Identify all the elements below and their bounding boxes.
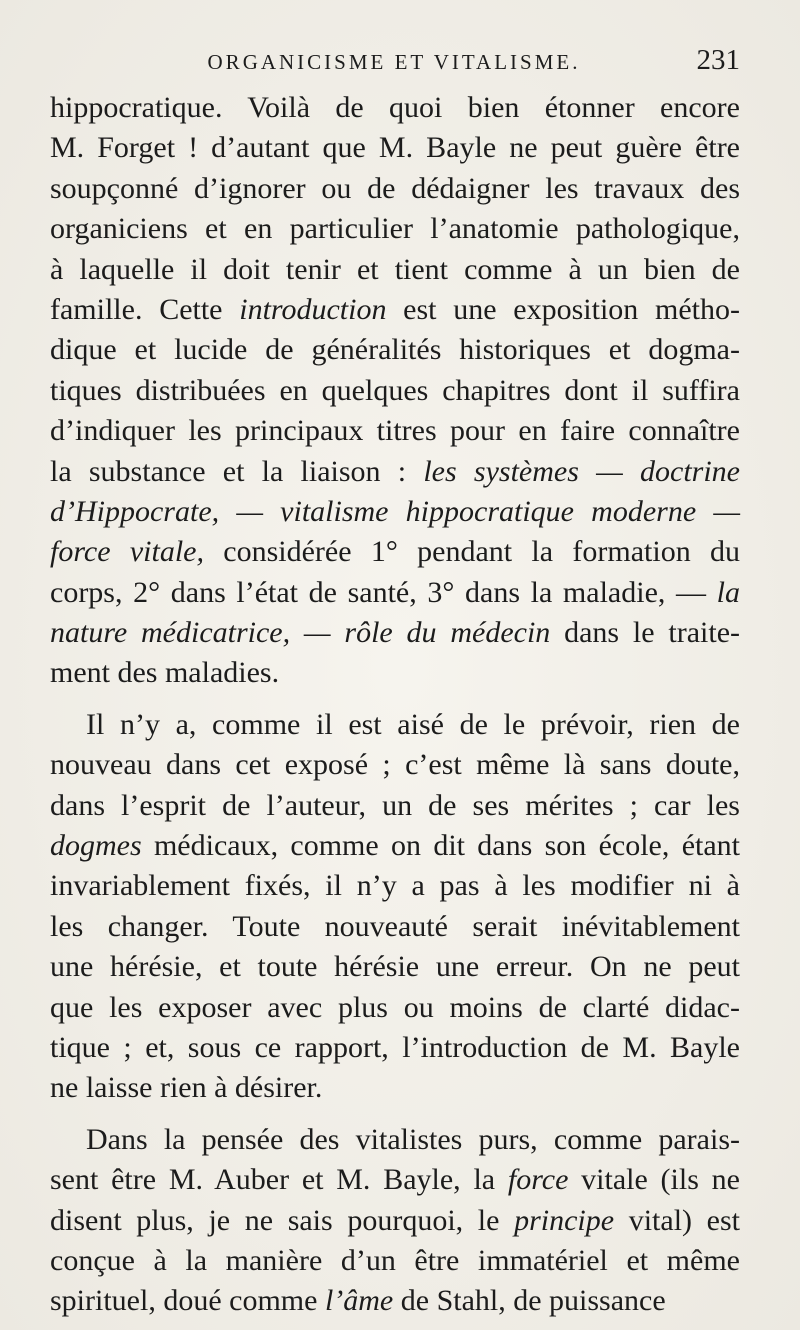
text-line [50,209,740,249]
text-line [50,290,740,330]
italic-text: force [507,1163,569,1197]
paragraph-gap [50,1109,740,1120]
paragraph-gap [50,694,740,705]
italic-text: dogmes [50,829,142,863]
text-line [50,573,740,613]
paragraph-p3 [50,1120,740,1322]
text-run: dans l’esprit de l’auteur, un de ses mérites ; car les [50,788,740,822]
text-line [50,88,740,128]
text-line [50,1028,740,1068]
italic-text: d’Hippocrate, — vitalisme hippocratique moderne — [50,494,740,528]
text-line [50,411,740,451]
text-line [50,250,740,290]
text-run: disent plus, je ne sais pourquoi, le [50,1203,515,1237]
text-run: vitale (ils ne [568,1163,740,1197]
text-run: soupçonné d’ignorer ou de dédaigner les travaux des [50,171,740,205]
text-run: dans le traite- [550,616,740,650]
text-line [50,1160,740,1200]
text-run: ment des maladies. [50,656,280,690]
text-line [50,866,740,906]
text-line [50,1068,740,1108]
text-line [50,532,740,572]
text-run: vital) est [614,1203,740,1237]
text-line [50,169,740,209]
text-run: la substance et la liaison : [50,454,424,488]
italic-text: la [716,575,740,609]
italic-text: force vitale, [50,535,204,569]
running-title: ORGANICISME ET VITALISME. [207,50,581,74]
text-run: tiques distribuées en quelques chapitres dont il suffira [50,373,740,407]
text-run: sent être M. Auber et M. Bayle, la [50,1163,508,1197]
text-line [50,371,740,411]
text-run: est une exposition métho- [386,292,740,326]
text-run: tique ; et, sous ce rapport, l’introduction de M. Bayle [50,1030,740,1064]
italic-text: l’âme [324,1284,394,1318]
text-run: hippocratique. Voilà de quoi bien étonner encore [50,91,740,124]
text-run: considérée 1° pendant la formation du [203,535,740,569]
running-header [48,44,740,84]
text-line [50,826,740,866]
text-run: de Stahl, de puissance [393,1284,666,1318]
text-run: que les exposer avec plus ou moins de clarté didac- [50,990,740,1024]
italic-text: nature médicatrice, — rôle du médecin [50,616,551,650]
page-number: 231 [696,44,740,76]
text-line [50,988,740,1028]
text-run: à laquelle il doit tenir et tient comme à un bien de [50,252,740,286]
text-run: dique et lucide de généralités historiques et dogma- [50,333,740,367]
text-line [50,907,740,947]
text-line [50,128,740,168]
text-run: invariablement fixés, il n’y a pas à les modifier ni à [50,869,740,903]
text-line [50,452,740,492]
text-run: d’indiquer les principaux titres pour en faire connaître [50,414,740,448]
italic-text: principe [514,1203,615,1237]
text-run: Dans la pensée des vitalistes purs, comme parais- [86,1122,740,1156]
text-run: M. Forget ! d’autant que M. Bayle ne peut guère être [50,131,740,165]
text-run: nouveau dans cet exposé ; c’est même là sans doute, [50,748,740,782]
italic-text: introduction [239,292,387,326]
paragraph-p2 [50,705,740,1109]
text-run: spirituel, doué comme [50,1284,325,1318]
text-line [50,1241,740,1281]
body-text [50,88,740,1322]
text-line [50,1281,740,1321]
text-line [50,745,740,785]
paragraph-p1 [50,88,740,694]
text-run: Il n’y a, comme il est aisé de le prévoir, rien de [86,707,740,741]
text-run: une hérésie, et toute hérésie une erreur. On ne peut [50,950,740,984]
text-run: les changer. Toute nouveauté serait inévitablement [50,909,740,943]
text-line [50,786,740,826]
text-run: famille. Cette [50,292,240,326]
text-run: médicaux, comme on dit dans son école, étant [141,829,740,863]
text-line [50,330,740,370]
text-run: conçue à la manière d’un être immatériel et même [50,1243,740,1277]
text-line [50,613,740,653]
text-line [50,705,740,745]
italic-text: les systèmes — doctrine [423,454,740,488]
text-line [50,653,740,693]
text-line [50,1201,740,1241]
text-run: organiciens et en particulier l’anatomie pathologique, [50,212,740,246]
text-run: corps, 2° dans l’état de santé, 3° dans la maladie, — [50,575,717,609]
text-line [50,947,740,987]
text-run: ne laisse rien à désirer. [50,1071,323,1105]
text-line [50,492,740,532]
text-line [50,1120,740,1160]
